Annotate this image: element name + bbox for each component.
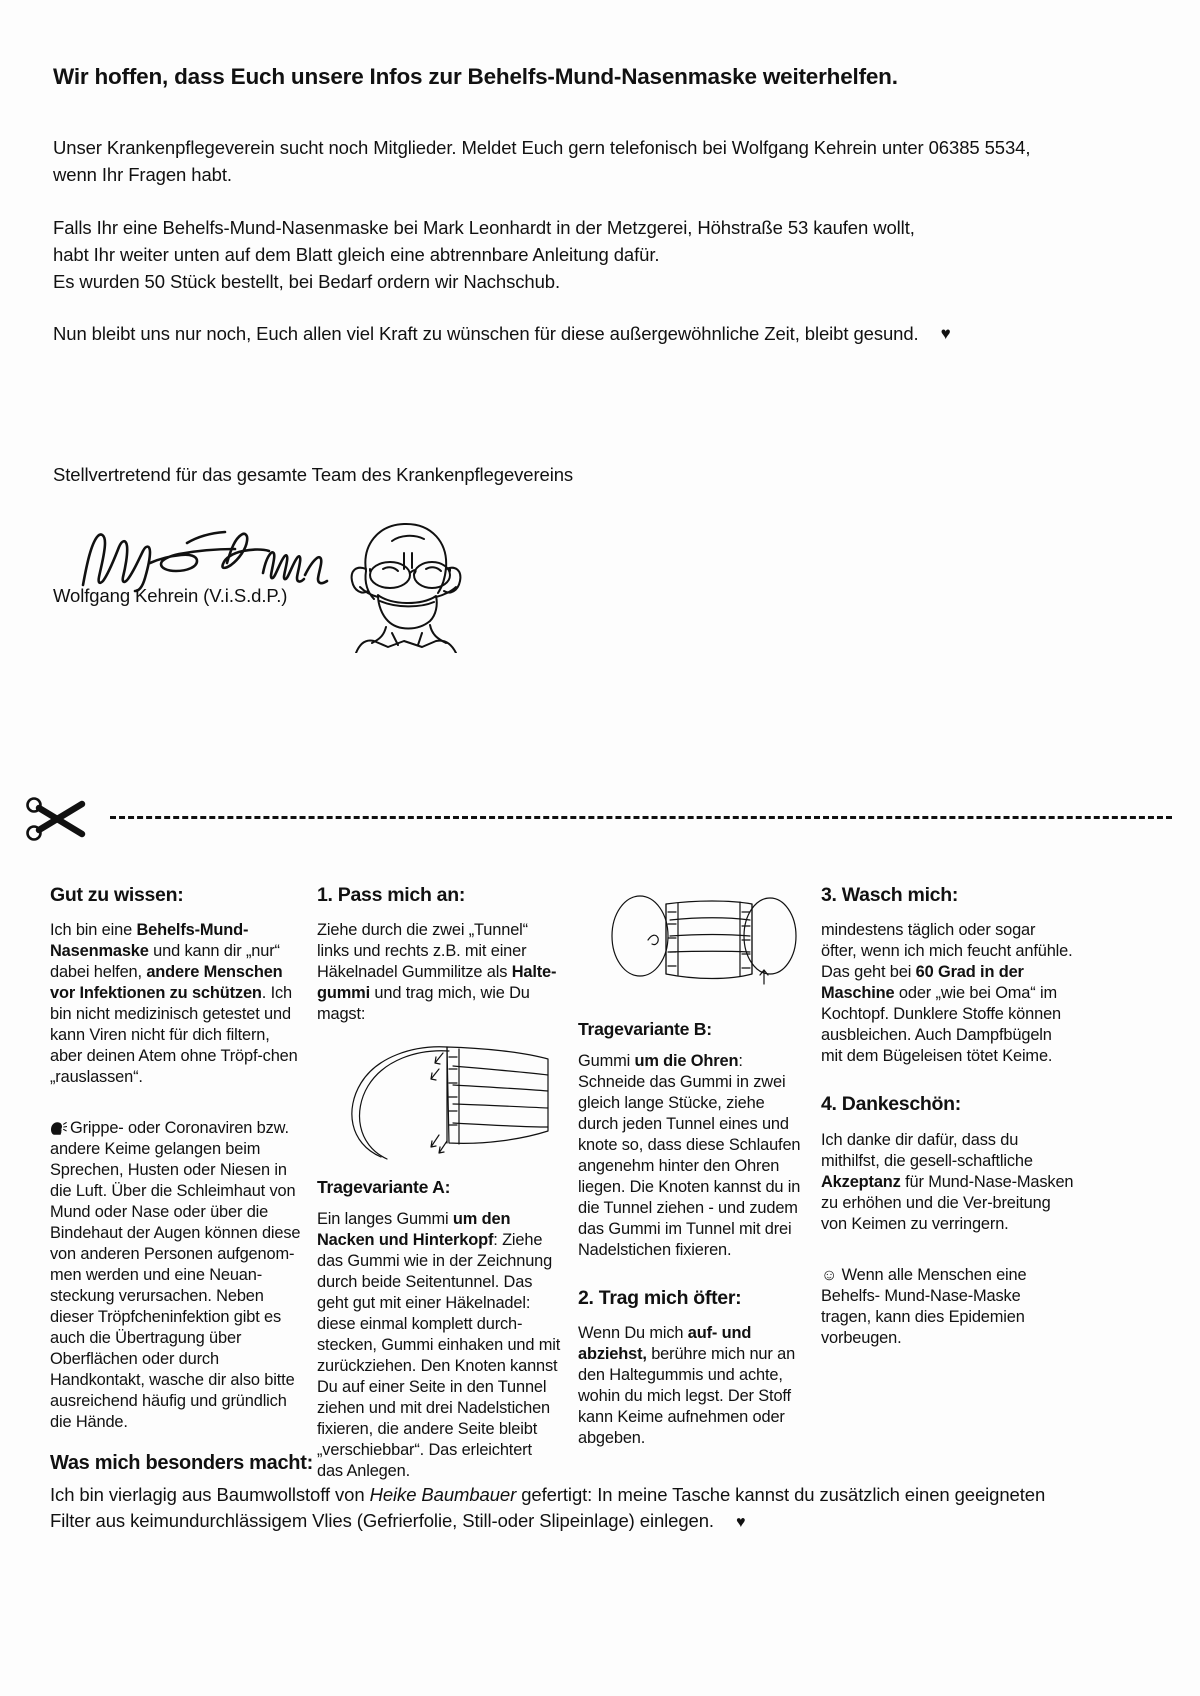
para-washing-instructions — [821, 920, 1074, 1067]
para-epidemic-prevention — [821, 1265, 1074, 1349]
maker-name: Heike Baumbauer — [369, 1484, 517, 1505]
t1d: andere Menschen vor Infektionen zu schützen — [50, 963, 283, 1003]
para-thank-you — [821, 1130, 1074, 1235]
t2f: : Ziehe das Gummi wie in der Zeichnung durch beide Seitentunnel. Das geht gut mit einer Häkelnadel: diese einmal komplett durch-stecken, Gummi einhaken und mit zurückziehen. Den Knoten kannst Du auf einer Seite in den Tunnel ziehen und mit drei Nadelstichen fixieren, die andere Seite bleibt „verschiebbar“. Das erleichtert das Anlegen. — [317, 1231, 561, 1481]
t4f: für Mund-Nase-Masken zu erhöhen und die Ver-breitung von Keimen zu verringern. — [821, 1172, 1074, 1233]
scissors-icon — [22, 796, 88, 842]
bottom-note-text — [50, 1482, 1080, 1534]
guide-column-fit-me — [317, 884, 578, 1496]
mask-diagram-b-icon — [604, 888, 804, 1006]
para-wear-me-often — [578, 1323, 805, 1449]
heading-trag-mich-oefter: 2. Trag mich öfter: — [578, 1287, 742, 1309]
purchase-line-1: Falls Ihr eine Behelfs-Mund-Nasenmaske bei Mark Leonhardt in der Metzgerei, Höhstraße 53 kaufen wollt, — [53, 216, 915, 238]
figure-mask-variant-a — [343, 1039, 562, 1169]
t3e: auf- und abziehst, — [578, 1324, 752, 1364]
closing-wish-text: Nun bleibt uns nur noch, Euch allen viel Kraft zu wünschen für diese außergewöhnliche Zeit, bleibt gesund. — [53, 323, 919, 345]
tragevariante-b-text: Tragevariante B: — [578, 1019, 712, 1039]
heart-icon-bottom: ♥ — [735, 1513, 746, 1531]
letter-section — [53, 62, 1073, 374]
heading-was-mich-besonders-macht: Was mich besonders macht: — [50, 1452, 313, 1474]
heading-pass-mich-an: 1. Pass mich an: — [317, 884, 466, 906]
para-virus-transmission — [50, 1118, 301, 1433]
heart-icon: ♥ — [940, 324, 951, 344]
virus-transmission-text: Grippe- oder Coronaviren bzw. andere Keime gelangen beim Sprechen, Husten oder Niesen in die Luft. Über die Schleimhaut von Mund oder Nase oder über die Bindehaut der Augen können diese von anderen Personen aufgenom-men werden und eine Neuan-steckung verursachen. Neben dieser Tröpfcheninfektion gibt es auch die Übertragung über Oberflächen oder durch Handkontakt, wasche dir also bitte ausreichend häufig und gründlich die Hände. — [50, 1119, 301, 1432]
para-variant-a-instructions — [317, 1209, 562, 1482]
heading-dankeschoen: 4. Dankeschön: — [821, 1093, 961, 1116]
t4e: Akzeptanz — [821, 1172, 901, 1191]
heading-gut-zu-wissen: Gut zu wissen: — [50, 884, 184, 906]
t1e: . Ich bin nicht medizinisch getestet und kann Viren nicht für dich filtern, aber deinen Atem ohne Tröpf-chen „rauslassen“. — [50, 984, 298, 1087]
t1c: und kann dir „nur“ dabei helfen, — [50, 942, 280, 982]
bottom-note-section — [50, 1452, 1080, 1534]
guide-column-variant-b — [578, 884, 821, 1463]
signature-section — [53, 462, 753, 663]
guide-column-good-to-know — [50, 884, 317, 1447]
t2b: Halte-gummi — [317, 963, 557, 1003]
t3b: um die Ohren — [634, 1052, 739, 1070]
t2e: um den Nacken und Hinterkopf — [317, 1210, 511, 1250]
t4a: mindestens täglich oder sogar öfter, wenn ich mich feucht anfühle. Das geht bei — [821, 921, 1073, 982]
signer-name: Wolfgang Kehrein (V.i.S.d.P.) — [53, 584, 288, 606]
t1a: Ich bin eine — [50, 921, 137, 940]
sneezing-head-icon — [50, 1121, 67, 1136]
t3f: berühre mich nur an den Haltegummis und achte, wohin du mich legst. Der Stoff kann Keime aufnehmen oder abgeben. — [578, 1345, 796, 1448]
signature-intro: Stellvertretend für das gesamte Team des Krankenpflegevereins — [53, 464, 574, 485]
guide-column-wash-thanks — [821, 884, 1074, 1363]
bn-a: Ich bin vierlagig aus Baumwollstoff von — [50, 1484, 370, 1505]
handwritten-signature — [77, 523, 337, 593]
smiley-icon: ☺ — [821, 1266, 838, 1284]
t3a: Gummi — [578, 1052, 635, 1070]
t2c: und trag mich, wie Du magst: — [317, 984, 530, 1024]
t2d: Ein langes Gummi — [317, 1210, 453, 1229]
letter-headline: Wir hoffen, dass Euch unsere Infos zur Behelfs-Mund-Nasenmaske weiterhelfen. — [53, 64, 898, 89]
t3d: Wenn Du mich — [578, 1324, 688, 1343]
letter-paragraph-purchase — [53, 215, 1073, 295]
t1b: Behelfs-Mund-Nasenmaske — [50, 921, 249, 961]
mask-diagram-a-icon — [343, 1039, 553, 1164]
para-what-i-am — [50, 920, 301, 1088]
t4c: oder „wie bei Oma“ im Kochtopf. Dunklere Stoffe können ausbleichen. Auch Dampfbügeln mit dem Bügeleisen tötet Keime. — [821, 984, 1062, 1066]
epidemic-prevention-text: Wenn alle Menschen eine Behelfs- Mund-Nase-Maske tragen, kann dies Epidemien vorbeugen. — [821, 1265, 1027, 1348]
portrait-drawing-icon — [326, 513, 486, 653]
purchase-line-2: habt Ihr weiter unten auf dem Blatt gleich eine abtrennbare Anleitung dafür. — [53, 243, 660, 265]
signature-row — [53, 523, 753, 663]
purchase-line-3: Es wurden 50 Stück bestellt, bei Bedarf ordern wir Nachschub. — [53, 270, 561, 292]
letter-paragraph-membership: Unser Krankenpflegeverein sucht noch Mitglieder. Meldet Euch gern telefonisch bei Wolfgang Kehrein unter 06385 5534, wenn Ihr Fragen habt. — [53, 137, 1031, 186]
t2a: Ziehe durch die zwei „Tunnel“ links und rechts z.B. mit einer Häkelnadel Gummilitze als — [317, 921, 528, 982]
para-thread-elastic — [317, 920, 562, 1025]
heading-wasch-mich: 3. Wasch mich: — [821, 884, 959, 906]
para-variant-b-instructions — [578, 1051, 805, 1261]
letter-paragraph-closing-wish — [53, 321, 1073, 348]
dashed-cut-rule — [110, 816, 1172, 819]
t4b: 60 Grad in der Maschine — [821, 963, 1024, 1003]
t3c: : Schneide das Gummi in zwei gleich lange Stücke, ziehe durch jeden Tunnel eines und knote so, dass diese Schlaufen angenehm hinter den Ohren liegen. Die Knoten kannst du in die Tunnel ziehen - und zudem das Gummi im Tunnel mit drei Nadelstichen fixieren. — [578, 1052, 801, 1259]
t4d: Ich danke dir dafür, dass du mithilfst, die gesell-schaftliche — [821, 1130, 1033, 1170]
subheading-tragevariante-a: Tragevariante A: — [317, 1177, 451, 1198]
subheading-tragevariante-b — [578, 1019, 805, 1040]
cut-here-line — [22, 790, 1172, 844]
figure-mask-variant-b — [604, 888, 805, 1011]
mask-guide-section — [50, 884, 1074, 1496]
bn-b: gefertigt: In meine Tasche kannst du zusätzlich einen geeigneten Filter aus keimundurchlässigem Vlies (Gefrierfolie, Still-oder Slipeinlage) einlegen. — [50, 1484, 1046, 1531]
